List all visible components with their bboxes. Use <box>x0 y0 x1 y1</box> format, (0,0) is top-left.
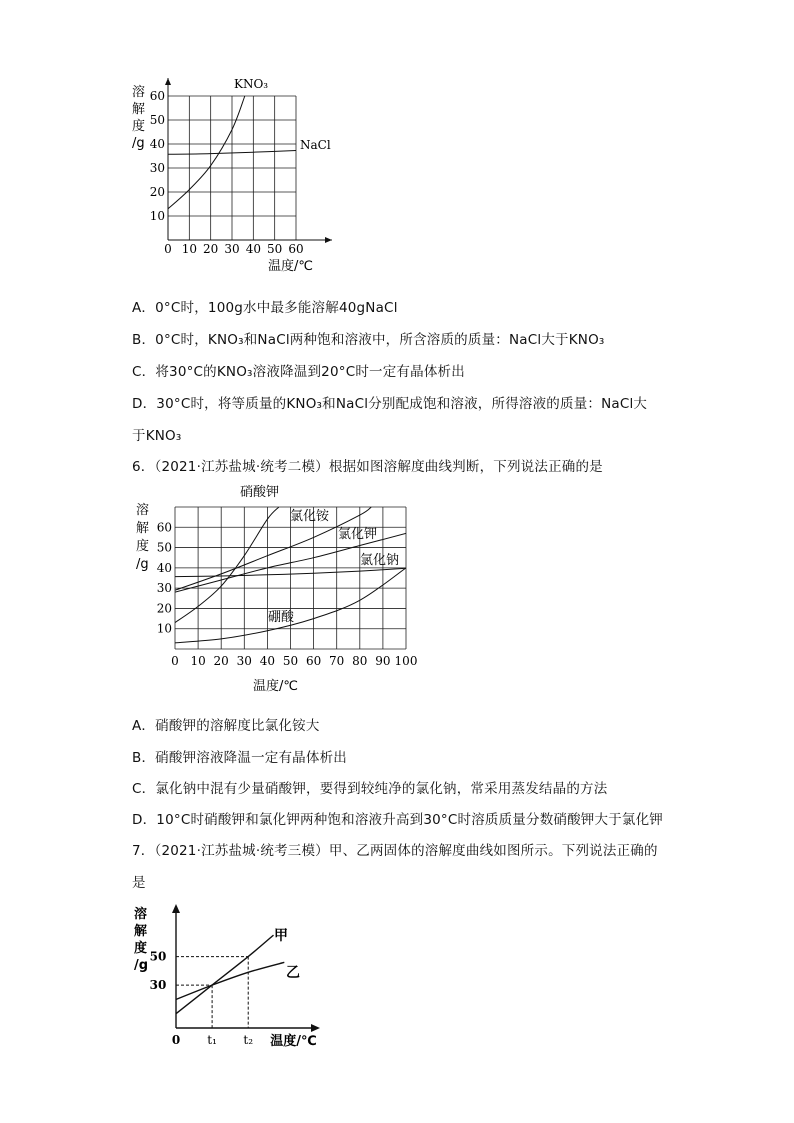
chart2-x-tick-label: 50 <box>282 654 299 668</box>
chart2-x-tick-label: 0 <box>171 654 179 668</box>
q6-option-a: A．硝酸钾的溶解度比氯化铵大 <box>132 718 320 734</box>
chart3-container <box>128 898 338 1058</box>
chart1-container <box>128 70 348 280</box>
chart2-x-tick-label: 40 <box>259 654 276 668</box>
q7-stem-line1: 7．（2021·江苏盐城·统考三模）甲、乙两固体的溶解度曲线如图所示。下列说法正确的 <box>132 843 658 859</box>
chart3-ylabel-char: 度 <box>134 941 148 956</box>
chart2-x-tick-label: 10 <box>190 654 206 668</box>
chart1-x-tick-label: 10 <box>181 242 197 256</box>
chart2-ylabel-char: 度 <box>136 539 150 554</box>
chart3-y-arrow <box>172 904 180 913</box>
chart2-y-tick-label: 60 <box>156 520 172 535</box>
chart2-xlabel: 温度/℃ <box>253 679 298 694</box>
chart2-ylabel-char: 溶 <box>136 503 150 518</box>
chart1-series-label-nacl: NaCl <box>300 138 331 152</box>
chart1-y-tick-label: 10 <box>149 209 165 223</box>
chart1-y-tick-label: 50 <box>149 113 165 127</box>
chart3-ylabel-char: 溶 <box>134 907 148 922</box>
chart1-x-tick-label: 20 <box>203 242 219 256</box>
chart1-y-tick-label: 20 <box>149 185 165 199</box>
chart1-x-arrow <box>325 237 332 243</box>
chart2-x-tick-label: 100 <box>394 654 418 668</box>
chart2-svg <box>128 478 428 700</box>
chart3-x-tick-label: t₂ <box>243 1033 254 1047</box>
chart3-series-label-yi: 乙 <box>286 965 300 981</box>
chart2-container <box>128 478 428 700</box>
q7-stem-line2: 是 <box>132 875 146 891</box>
chart1-x-tick-label: 60 <box>288 242 304 256</box>
chart2-series-label-nh4cl: 氯化铵 <box>290 509 330 524</box>
chart2-x-tick-label: 80 <box>352 654 368 668</box>
chart1-svg <box>128 70 348 280</box>
chart1-series-label-kno3: KNO₃ <box>234 77 269 91</box>
chart3-series-label-jia: 甲 <box>274 928 288 944</box>
chart2-x-tick-label: 90 <box>375 654 391 668</box>
chart2-ylabel-char: 解 <box>136 521 150 536</box>
chart1-x-tick-label: 0 <box>164 242 172 256</box>
q6-option-b: B．硝酸钾溶液降温一定有晶体析出 <box>132 750 347 766</box>
chart3-x-tick-label: 0 <box>171 1033 181 1047</box>
chart2-y-tick-label: 20 <box>156 601 172 616</box>
chart1-x-tick-label: 40 <box>245 242 261 256</box>
q5-option-d-continued: 于KNO₃ <box>132 428 182 444</box>
chart3-x-tick-label: t₁ <box>207 1033 217 1047</box>
chart3-ylabel-char: 解 <box>134 924 148 939</box>
chart1-y-arrow <box>165 78 171 85</box>
chart3-series-yi <box>176 962 284 999</box>
chart3-x-arrow <box>311 1024 320 1032</box>
chart3-series-jia <box>176 935 274 1014</box>
chart2-x-tick-label: 70 <box>329 654 345 668</box>
chart2-series-label-nacl: 氯化钠 <box>360 553 400 568</box>
chart2-y-tick-label: 40 <box>156 560 172 575</box>
chart2-x-tick-label: 60 <box>305 654 322 668</box>
chart1-x-tick-label: 30 <box>224 242 240 256</box>
chart1-ylabel-char: 度 <box>132 119 146 134</box>
q6-stem: 6．（2021·江苏盐城·统考二模）根据如图溶解度曲线判断，下列说法正确的是 <box>132 459 603 475</box>
chart1-y-tick-label: 30 <box>149 161 165 175</box>
chart2-x-tick-label: 20 <box>213 654 229 668</box>
q5-option-b: B．0°C时，KNO₃和NaCl两种饱和溶液中，所含溶质的质量：NaCl大于KNO₃ <box>132 332 605 348</box>
chart1-ylabel-char: /g <box>132 136 145 151</box>
chart3-y-tick-label: 30 <box>149 978 167 993</box>
chart2-y-tick-label: 10 <box>156 621 172 636</box>
chart1-ylabel-char: 溶 <box>132 85 146 100</box>
q5-option-a: A．0°C时，100g水中最多能溶解40gNaCl <box>132 300 398 316</box>
q6-option-c: C．氯化钠中混有少量硝酸钾，要得到较纯净的氯化钠，常采用蒸发结晶的方法 <box>132 781 608 797</box>
chart2-x-tick-label: 30 <box>236 654 252 668</box>
chart2-ylabel-char: /g <box>136 557 149 572</box>
q6-option-d: D．10°C时硝酸钾和氯化钾两种饱和溶液升高到30°C时溶质质量分数硝酸钾大于氯化钾 <box>132 812 664 828</box>
chart2-series-label-h3bo3: 硼酸 <box>268 610 295 625</box>
chart2-series-label-kno3: 硝酸钾 <box>240 485 280 500</box>
chart2-y-tick-label: 30 <box>156 581 172 596</box>
chart1-y-tick-label: 60 <box>149 89 165 103</box>
chart3-y-tick-label: 50 <box>149 949 167 964</box>
q5-option-c: C．将30°C的KNO₃溶液降温到20°C时一定有晶体析出 <box>132 364 465 380</box>
q5-option-d: D．30°C时，将等质量的KNO₃和NaCl分别配成饱和溶液，所得溶液的质量：NaCl大 <box>132 396 648 412</box>
chart2-series-nh4cl <box>175 507 371 590</box>
chart3-xlabel: 温度/℃ <box>270 1034 317 1049</box>
chart3-ylabel-char: /g <box>134 958 149 973</box>
chart2-series-label-kcl: 氯化钾 <box>338 527 378 542</box>
chart2-series-kno3 <box>175 507 279 623</box>
chart1-ylabel-char: 解 <box>132 102 146 117</box>
chart2-y-tick-label: 50 <box>156 540 172 555</box>
chart1-xlabel: 温度/℃ <box>268 259 313 274</box>
chart1-y-tick-label: 40 <box>149 137 165 151</box>
chart1-x-tick-label: 50 <box>267 242 283 256</box>
chart3-svg <box>128 898 338 1058</box>
